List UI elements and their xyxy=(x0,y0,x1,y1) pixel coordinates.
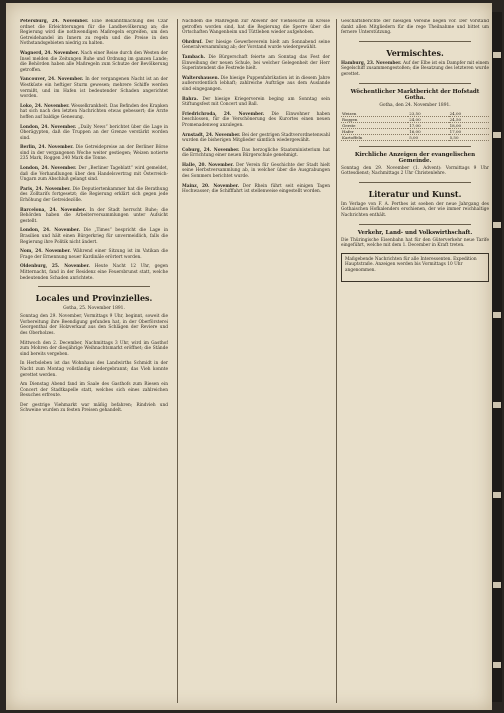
news-item-text: Die Getreidepreise an der Berliner Börse sind in der vergangenen Woche weiter gestiegen; Weizen notierte 235 Mark, Roggen 240 Mark die Tonne. xyxy=(20,145,168,162)
market-cell: 24,00 xyxy=(408,116,448,122)
section-divider xyxy=(359,182,471,183)
market-cell: Kartoffeln xyxy=(341,134,408,140)
news-item xyxy=(20,249,168,260)
section-title-misc: Vermischtes. xyxy=(386,47,444,58)
column-rule xyxy=(336,19,337,703)
news-item-text: Das herzogliche Staatsministerium hat die Errichtung einer neuen Bürgerschule genehmigt. xyxy=(182,147,330,159)
news-item-dateline: Friedrichroda, 24. November. xyxy=(182,111,265,117)
news-item-text: Während einer Sitzung ist im Vatikan die Frage der Ernennung neuer Kardinäle erörtert worden. xyxy=(20,249,168,260)
church-notices-title: Kirchliche Anzeigen der evangelischen Gemeinde. xyxy=(354,151,476,164)
news-item-dateline: Petersburg, 24. November. xyxy=(20,19,89,24)
trade-news-list xyxy=(341,238,489,249)
news-item xyxy=(20,125,168,142)
news-item xyxy=(341,202,489,219)
market-cell: Weizen xyxy=(341,111,408,117)
news-item-dateline: Waltershausen. xyxy=(182,75,220,81)
news-item-dateline: Vancouver, 24. November. xyxy=(20,77,84,83)
market-report-dateline: Gotha, den 24. November 1891. xyxy=(379,102,451,108)
binding-edge xyxy=(492,12,502,702)
news-item-text: Sonntag den 29. November, Vormittags 9 Uhr, beginnt, soweit die Vorbereitung ihre Beendigung gefunden hat, in der Oberförsterei Georgenthal der Holzverkauf aus den Schlägen der Reviere und des Oberholzes. xyxy=(20,314,168,336)
news-item-dateline: Tambach. xyxy=(182,54,206,60)
news-item-text: Geschäftsberichte der hiesigen Vereine liegen vor. Der Vorstand dankt allen Mitgliedern für die rege Theilnahme und bittet um fernere Unterstützung. xyxy=(341,19,489,36)
news-item-dateline: Halle, 20. November. xyxy=(182,162,234,168)
column-2 xyxy=(182,19,330,703)
news-item-dateline: Bahra. xyxy=(182,96,199,102)
news-item xyxy=(182,19,330,36)
news-item-dateline: London, 24. November. xyxy=(20,228,80,234)
market-cell: 17,00 xyxy=(408,122,448,128)
market-cell: 23,50 xyxy=(408,111,448,117)
news-item-text: In der Stadt herrscht Ruhe; die Behörden haben die Arbeiterversammlungen unter Aufsicht gestellt. xyxy=(20,207,168,224)
advertisement-text: Maßgebende Nachrichten für alle Interessenten. Expedition Hauptstraße. Anzeigen werden bis Vormittags 10 Uhr angenommen. xyxy=(345,256,477,273)
news-item-text: Bei der gestrigen Stadtverordnetenwahl wurden die bisherigen Mitglieder sämtlich wiedergewählt. xyxy=(182,132,330,144)
news-item xyxy=(20,51,168,73)
news-item-text: Die „Times“ bespricht die Lage in Brasilien und hält einen Bürgerkrieg für unvermeidlich, falls die Regierung ihre Politik nicht ändert. xyxy=(20,228,168,245)
news-item-text: Am Dienstag Abend fand im Saale des Gasthofs zum Riesen ein Concert der Stadtkapelle statt, welches sich eines zahlreichen Besuches erfreute. xyxy=(20,382,168,399)
news-item-dateline: Oldenburg, 25. November. xyxy=(20,264,90,270)
market-cell: Hafer xyxy=(341,128,408,134)
news-item-text: Im Verlage von F. A. Perthes ist soeben der neue Jahrgang des Gothaischen Hofkalenders erschienen, der wie immer reichhaltige Nachrichten enthält. xyxy=(341,201,489,218)
news-item xyxy=(20,228,168,245)
section-title-literature: Literatur und Kunst. xyxy=(368,188,462,199)
news-item-text: Auf der Elbe ist ein Dampfer mit einem Segelschiff zusammengestoßen; die Besatzung des letzteren wurde gerettet. xyxy=(341,60,489,77)
section-title-local: Locales und Provinzielles. xyxy=(35,293,153,304)
news-item xyxy=(20,145,168,162)
news-item xyxy=(20,403,168,414)
news-item xyxy=(182,112,330,129)
news-item-text: Der hiesige Gewerbeverein hielt am Sonnabend seine Generalversammlung ab; der Vorstand wurde wiedergewählt. xyxy=(182,39,330,51)
column-3 xyxy=(341,19,489,703)
news-item xyxy=(20,187,168,204)
advertisement-box xyxy=(341,253,489,282)
news-item-text: Nachdem die Maßregeln zur Abwehr der Viehseuche im Kreise getroffen worden sind, hat die Regierung die Sperre über die Ortschaften Wangenheim und Tüttleben wieder aufgehoben. xyxy=(182,19,330,36)
news-item xyxy=(20,314,168,336)
section-dateline: Gotha, 25. November 1891. xyxy=(63,306,125,312)
market-cell: 24,50 xyxy=(449,116,489,122)
news-item-text: Die Einwohner haben beschlossen, für die Verschönerung des Kurortes einen neuen Promenadenweg anzulegen. xyxy=(182,111,330,128)
news-item-text: In der vergangenen Nacht ist an der Westküste ein heftiger Sturm gewesen; mehrere Schiffe werden vermißt, und im Hafen ist bedeutender Schaden angerichtet worden. xyxy=(20,77,168,100)
news-item-text: „Daily News“ berichtet über die Lage in Oberägypten, daß die Truppen an der Grenze verstärkt worden sind. xyxy=(20,124,168,141)
news-item-dateline: Arnstadt, 24. November. xyxy=(182,132,241,138)
provincial-news-list xyxy=(182,19,330,195)
news-item-text: Die hiesige Puppenfabrikation ist in diesem Jahre außerordentlich lebhaft; zahlreiche Aufträge aus dem Auslande sind eingegangen. xyxy=(182,75,330,92)
news-item xyxy=(341,19,489,36)
news-item xyxy=(20,361,168,378)
news-item xyxy=(182,184,330,195)
news-item xyxy=(182,40,330,51)
news-item xyxy=(20,341,168,358)
market-row xyxy=(341,134,489,140)
news-item xyxy=(341,238,489,249)
news-item-dateline: London, 24. November. xyxy=(20,166,77,172)
news-item xyxy=(341,61,489,78)
market-cell: 24,00 xyxy=(449,111,489,117)
news-item-text: Mittwoch den 2. December, Nachmittags 3 Uhr, wird im Gasthof zum Mohren der diesjährige Weihnachtsmarkt eröffnet; die Stände sind bereits vergeben. xyxy=(20,340,168,357)
market-report-title: Wöchentlicher Marktbericht der Hofstadt Gotha. xyxy=(350,88,480,101)
news-item-text: Der Rhein führt seit einigen Tagen Hochwasser; die Schifffahrt ist stellenweise eingestellt worden. xyxy=(182,183,330,195)
news-item xyxy=(20,166,168,183)
misc-news-list xyxy=(341,61,489,78)
news-item-text: Die Deputiertenkammer hat die Berathung des Zolltarifs fortgesetzt; die Regierung erklärt sich gegen jede Erhöhung der Getreidezölle. xyxy=(20,186,168,204)
column-1 xyxy=(20,19,168,703)
news-item-dateline: London, 24. November. xyxy=(20,124,77,130)
news-item-dateline: Loko, 24. November. xyxy=(20,103,70,109)
literature-news-list xyxy=(341,202,489,219)
news-item xyxy=(20,19,168,47)
section-title-trade: Verkehr, Land- und Volkswirthschaft. xyxy=(357,229,473,236)
news-item xyxy=(20,264,168,281)
news-item xyxy=(20,77,168,99)
news-item-text: In Herbsleben ist das Wohnhaus des Landwirths Schmidt in der Nacht zum Montag vollständig niedergebrannt; das Vieh konnte gerettet werden. xyxy=(20,361,168,378)
news-item-text: Wesselkrankheit. Das Befinden des Kranken hat sich nach den letzten Nachrichten etwas gebessert; die Ärzte hoffen auf baldige Genesung. xyxy=(20,103,168,120)
market-cell: 17,00 xyxy=(449,128,489,134)
news-item-text: Die Bürgerschaft feierte am Sonntag das Fest der Einweihung der neuen Schule, bei welcher Gelegenheit der Herr Superintendent die Festrede hielt. xyxy=(182,54,330,72)
section-divider xyxy=(38,286,150,287)
market-cell: Roggen xyxy=(341,116,408,122)
news-item-text: Der gestrige Viehmarkt war mäßig befahren; Rindvieh und Schweine wurden zu festen Preisen gehandelt. xyxy=(20,402,168,414)
news-item-dateline: Berlin, 24. November. xyxy=(20,145,74,151)
church-notices-text: Sonntag den 29. November (1. Advent): Vormittags 9 Uhr Gottesdienst; Nachmittags 2 Uhr Christenlehre. xyxy=(341,165,489,177)
news-item-text: Die Thüringische Eisenbahn hat für den Güterverkehr neue Tarife eingeführt, welche mit dem 1. December in Kraft treten. xyxy=(341,237,489,249)
market-cell: 16,00 xyxy=(408,128,448,134)
news-item-text: Der hiesige Kriegerverein beging am Sonntag sein Stiftungsfest mit Concert und Ball. xyxy=(182,96,330,108)
news-item-dateline: Coburg, 24. November. xyxy=(182,147,240,153)
market-cell: 5,00 xyxy=(408,134,448,140)
market-cell: 18,00 xyxy=(449,122,489,128)
association-news-list xyxy=(341,19,489,36)
newspaper-page xyxy=(6,3,492,710)
news-item xyxy=(20,104,168,121)
news-item-dateline: Mainz, 20. November. xyxy=(182,183,240,189)
news-item-dateline: Wagnerd, 24. November. xyxy=(20,50,80,56)
market-cell: 5,50 xyxy=(449,134,489,140)
local-news-list xyxy=(20,314,168,414)
news-item xyxy=(182,148,330,159)
news-item xyxy=(182,163,330,180)
news-item-text: Der Verein für Geschichte der Stadt hielt seine Herbstversammlung ab, in welcher über die Ausgrabungen des Sommers berichtet wurde. xyxy=(182,162,330,180)
news-item-dateline: Nom, 24. November. xyxy=(20,249,71,255)
news-item-dateline: Ohrdruf. xyxy=(182,39,203,45)
news-item xyxy=(20,208,168,225)
news-item xyxy=(20,382,168,399)
news-item-text: Der „Berliner Tageblatt“ wird gemeldet, daß die Verhandlungen über den Handelsvertrag mit Österreich-Ungarn zum Abschluß gelangt sind. xyxy=(20,166,168,183)
news-item xyxy=(182,97,330,108)
section-divider xyxy=(359,146,471,147)
news-item-dateline: Barcelona, 24. November. xyxy=(20,207,87,213)
news-item xyxy=(182,133,330,144)
news-item xyxy=(182,55,330,72)
news-item-text: Heute Nacht 12 Uhr, gegen Mitternacht, fand in der Residenz eine Feuersbrunst statt, welche bedeutenden Schaden anrichtete. xyxy=(20,264,168,281)
section-divider xyxy=(359,224,471,225)
telegram-news-list xyxy=(20,19,168,281)
section-divider xyxy=(359,41,471,42)
news-item xyxy=(182,76,330,93)
news-item-dateline: Hamburg, 23. November. xyxy=(341,60,402,66)
market-price-table xyxy=(341,111,489,141)
news-item-dateline: Paris, 24. November. xyxy=(20,186,71,192)
market-cell: Gerste xyxy=(341,122,408,128)
news-item-text: Nach einer Reise durch den Westen der Insel melden die Zeitungen Ruhe und Ordnung im ganzen Lande; die Behörden haben alle Maßregeln zum Schutze der Bevölkerung getroffen. xyxy=(20,50,168,73)
column-rule xyxy=(177,19,178,703)
section-divider xyxy=(359,83,471,84)
news-item-text: Eine Bekanntmachung des Czar ordnet die Erleichterungen für die Landbevölkerung an; die Regierung wird die nothwendigen Maßregeln ergreifen, um den Getreidehandel im Innern zu regeln und die Preise in den Nothstandsgebieten niedrig zu halten. xyxy=(20,19,168,47)
